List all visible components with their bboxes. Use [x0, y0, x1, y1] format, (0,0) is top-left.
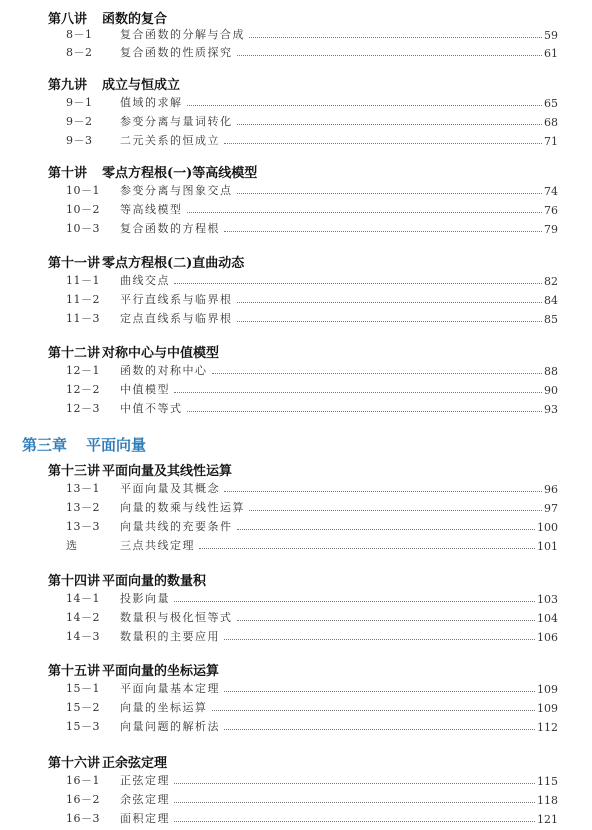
entry-code: 14－2: [66, 611, 100, 624]
entry-title: 平行直线系与临界根: [120, 293, 233, 306]
entry-title: 参变分离与图象交点: [120, 184, 233, 197]
lecture-number: 第十六讲: [48, 756, 101, 771]
entry-code: 9－1: [66, 96, 93, 109]
lecture-title: 零点方程根(一)等高线模型: [102, 166, 258, 181]
page-number: 61: [544, 47, 558, 60]
lecture-number: 第八讲: [48, 12, 88, 27]
dot-leader: [224, 729, 535, 730]
entry-code: 15－1: [66, 682, 100, 695]
entry-code: 13－3: [66, 520, 100, 533]
entry-title: 中值模型: [120, 383, 170, 396]
entry-code: 15－3: [66, 720, 100, 733]
dot-leader: [224, 691, 535, 692]
toc-entry[interactable]: [66, 716, 558, 734]
dot-leader: [237, 124, 543, 125]
page-number: 82: [544, 275, 558, 288]
toc-entry[interactable]: [66, 289, 558, 307]
entry-code: 12－1: [66, 364, 100, 377]
entry-code: 选: [66, 539, 78, 552]
lecture-title: 平面向量及其线性运算: [102, 464, 233, 479]
toc-entry[interactable]: [66, 607, 558, 625]
lecture-heading: [48, 74, 180, 93]
dot-leader: [187, 411, 543, 412]
lecture-title: 成立与恒成立: [102, 78, 181, 93]
entry-title: 数量积与极化恒等式: [120, 611, 233, 624]
page-number: 97: [544, 502, 558, 515]
page-number: 118: [537, 794, 558, 807]
page-number: 103: [537, 593, 558, 606]
toc-entry[interactable]: [66, 497, 558, 515]
toc-entry[interactable]: [66, 770, 558, 788]
lecture-number: 第九讲: [48, 78, 88, 93]
entry-title: 中值不等式: [120, 402, 183, 415]
dot-leader: [174, 283, 542, 284]
dot-leader: [199, 548, 535, 549]
entry-code: 11－1: [66, 274, 100, 287]
lecture-number: 第十四讲: [48, 574, 101, 589]
toc-entry[interactable]: [66, 398, 558, 416]
entry-code: 8－2: [66, 46, 93, 59]
dot-leader: [174, 783, 535, 784]
chapter-heading: [22, 434, 146, 455]
entry-title: 复合函数的方程根: [120, 222, 220, 235]
dot-leader: [224, 143, 542, 144]
toc-entry[interactable]: [66, 92, 558, 110]
entry-code: 16－3: [66, 812, 100, 825]
page-number: 76: [544, 204, 558, 217]
lecture-heading: [48, 570, 206, 589]
dot-leader: [212, 373, 543, 374]
toc-entry[interactable]: [66, 24, 558, 42]
entry-code: 13－2: [66, 501, 100, 514]
entry-title: 函数的对称中心: [120, 364, 208, 377]
toc-entry[interactable]: [66, 516, 558, 534]
entry-title: 平面向量基本定理: [120, 682, 220, 695]
page-number: 88: [544, 365, 558, 378]
lecture-title: 平面向量的坐标运算: [102, 664, 220, 679]
page-number: 59: [544, 29, 558, 42]
entry-code: 12－2: [66, 383, 100, 396]
lecture-heading: [48, 162, 257, 181]
entry-title: 三点共线定理: [120, 539, 195, 552]
page-number: 84: [544, 294, 558, 307]
entry-code: 16－1: [66, 774, 100, 787]
lecture-number: 第十讲: [48, 166, 88, 181]
lecture-heading: [48, 460, 232, 479]
toc-entry[interactable]: [66, 626, 558, 644]
page-number: 100: [537, 521, 558, 534]
entry-code: 10－1: [66, 184, 100, 197]
dot-leader: [237, 302, 543, 303]
dot-leader: [237, 620, 536, 621]
entry-code: 16－2: [66, 793, 100, 806]
page-number: 93: [544, 403, 558, 416]
entry-code: 11－2: [66, 293, 100, 306]
dot-leader: [187, 105, 543, 106]
lecture-heading: [48, 342, 219, 361]
dot-leader: [187, 212, 543, 213]
dot-leader: [237, 193, 543, 194]
chapter-title: 平面向量: [86, 436, 147, 454]
entry-title: 曲线交点: [120, 274, 170, 287]
dot-leader: [249, 510, 542, 511]
page-number: 96: [544, 483, 558, 496]
entry-code: 15－2: [66, 701, 100, 714]
toc-entry[interactable]: [66, 808, 558, 826]
toc-entry[interactable]: [66, 308, 558, 326]
entry-code: 14－1: [66, 592, 100, 605]
entry-code: 11－3: [66, 312, 100, 325]
entry-code: 9－2: [66, 115, 93, 128]
page-number: 115: [537, 775, 558, 788]
page-number: 101: [537, 540, 558, 553]
entry-title: 面积定理: [120, 812, 170, 825]
entry-title: 复合函数的性质探究: [120, 46, 233, 59]
page-number: 90: [544, 384, 558, 397]
entry-code: 12－3: [66, 402, 100, 415]
dot-leader: [174, 601, 535, 602]
toc-entry[interactable]: [66, 360, 558, 378]
lecture-number: 第十二讲: [48, 346, 101, 361]
dot-leader: [224, 639, 535, 640]
entry-code: 14－3: [66, 630, 100, 643]
entry-code: 9－3: [66, 134, 93, 147]
page-number: 85: [544, 313, 558, 326]
page-number: 74: [544, 185, 558, 198]
dot-leader: [224, 231, 542, 232]
entry-code: 10－3: [66, 222, 100, 235]
lecture-title: 平面向量的数量积: [102, 574, 207, 589]
dot-leader: [224, 491, 542, 492]
page-number: 112: [537, 721, 558, 734]
chapter-number: 第三章: [22, 436, 68, 454]
entry-title: 余弦定理: [120, 793, 170, 806]
toc-entry[interactable]: [66, 789, 558, 807]
lecture-number: 第十三讲: [48, 464, 101, 479]
page-number: 68: [544, 116, 558, 129]
page-number: 121: [537, 813, 558, 826]
toc-entry[interactable]: [66, 697, 558, 715]
entry-title: 二元关系的恒成立: [120, 134, 220, 147]
page-number: 79: [544, 223, 558, 236]
toc-entry[interactable]: [66, 478, 558, 496]
entry-title: 向量共线的充要条件: [120, 520, 233, 533]
entry-title: 投影向量: [120, 592, 170, 605]
page-number: 104: [537, 612, 558, 625]
entry-title: 值域的求解: [120, 96, 183, 109]
page-number: 71: [544, 135, 558, 148]
dot-leader: [174, 821, 535, 822]
lecture-heading: [48, 752, 167, 771]
dot-leader: [174, 392, 542, 393]
entry-code: 13－1: [66, 482, 100, 495]
dot-leader: [237, 55, 543, 56]
page-number: 109: [537, 683, 558, 696]
dot-leader: [249, 37, 542, 38]
entry-title: 向量的坐标运算: [120, 701, 208, 714]
lecture-title: 零点方程根(二)直曲动态: [102, 256, 245, 271]
entry-title: 向量的数乘与线性运算: [120, 501, 245, 514]
dot-leader: [212, 710, 536, 711]
dot-leader: [174, 802, 535, 803]
lecture-title: 对称中心与中值模型: [102, 346, 220, 361]
dot-leader: [237, 321, 543, 322]
lecture-heading: [48, 660, 219, 679]
toc-entry[interactable]: [66, 218, 558, 236]
page-number: 109: [537, 702, 558, 715]
dot-leader: [237, 529, 536, 530]
entry-title: 定点直线系与临界根: [120, 312, 233, 325]
entry-title: 向量问题的解析法: [120, 720, 220, 733]
page-number: 106: [537, 631, 558, 644]
toc-entry[interactable]: [66, 199, 558, 217]
lecture-heading: [48, 252, 244, 271]
toc-entry[interactable]: [66, 379, 558, 397]
page-number: 65: [544, 97, 558, 110]
entry-code: 8－1: [66, 28, 93, 41]
toc-entry[interactable]: [66, 42, 558, 60]
entry-title: 等高线模型: [120, 203, 183, 216]
toc-entry[interactable]: [66, 270, 558, 288]
lecture-number: 第十一讲: [48, 256, 101, 271]
toc-entry[interactable]: [66, 111, 558, 129]
toc-entry[interactable]: [66, 130, 558, 148]
toc-entry[interactable]: [66, 678, 558, 696]
entry-title: 复合函数的分解与合成: [120, 28, 245, 41]
lecture-title: 正余弦定理: [102, 756, 168, 771]
lecture-number: 第十五讲: [48, 664, 101, 679]
toc-entry[interactable]: [66, 535, 558, 553]
entry-title: 正弦定理: [120, 774, 170, 787]
toc-entry[interactable]: [66, 180, 558, 198]
entry-title: 平面向量及其概念: [120, 482, 220, 495]
lecture-title: 函数的复合: [102, 12, 168, 27]
toc-entry[interactable]: [66, 588, 558, 606]
entry-title: 数量积的主要应用: [120, 630, 220, 643]
entry-title: 参变分离与量词转化: [120, 115, 233, 128]
entry-code: 10－2: [66, 203, 100, 216]
